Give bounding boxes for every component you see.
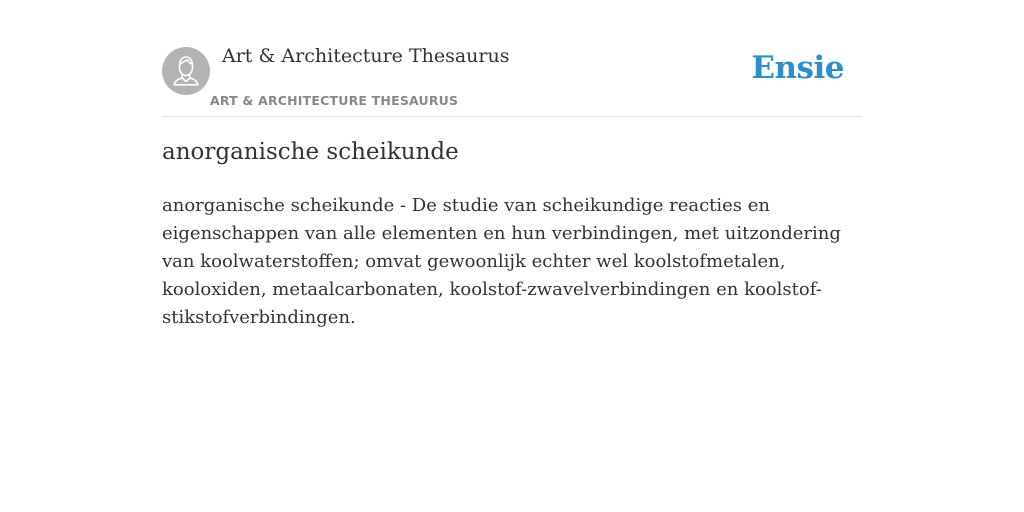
author-avatar[interactable] [162, 47, 210, 95]
source-label: ART & ARCHITECTURE THESAURUS [210, 93, 459, 108]
author-name[interactable]: Art & Architecture Thesaurus [222, 45, 510, 67]
ensie-logo[interactable]: Ensie [751, 50, 844, 86]
term-title: anorganische scheikunde [162, 139, 459, 165]
entry-card [162, 0, 862, 328]
entry-header [162, 0, 862, 117]
user-silhouette-icon [162, 47, 210, 95]
term-definition: anorganische scheikunde - De studie van scheikundige reacties en eigenschappen van alle elementen en hun verbindingen, met uitzondering van koolwaterstoffen; omvat gewoonlijk echter wel koolstofmetalen, kooloxiden, metaalcarbonaten, koolstof-zwavelverbindingen en koolstof-stikstofverbindingen. [162, 195, 841, 328]
